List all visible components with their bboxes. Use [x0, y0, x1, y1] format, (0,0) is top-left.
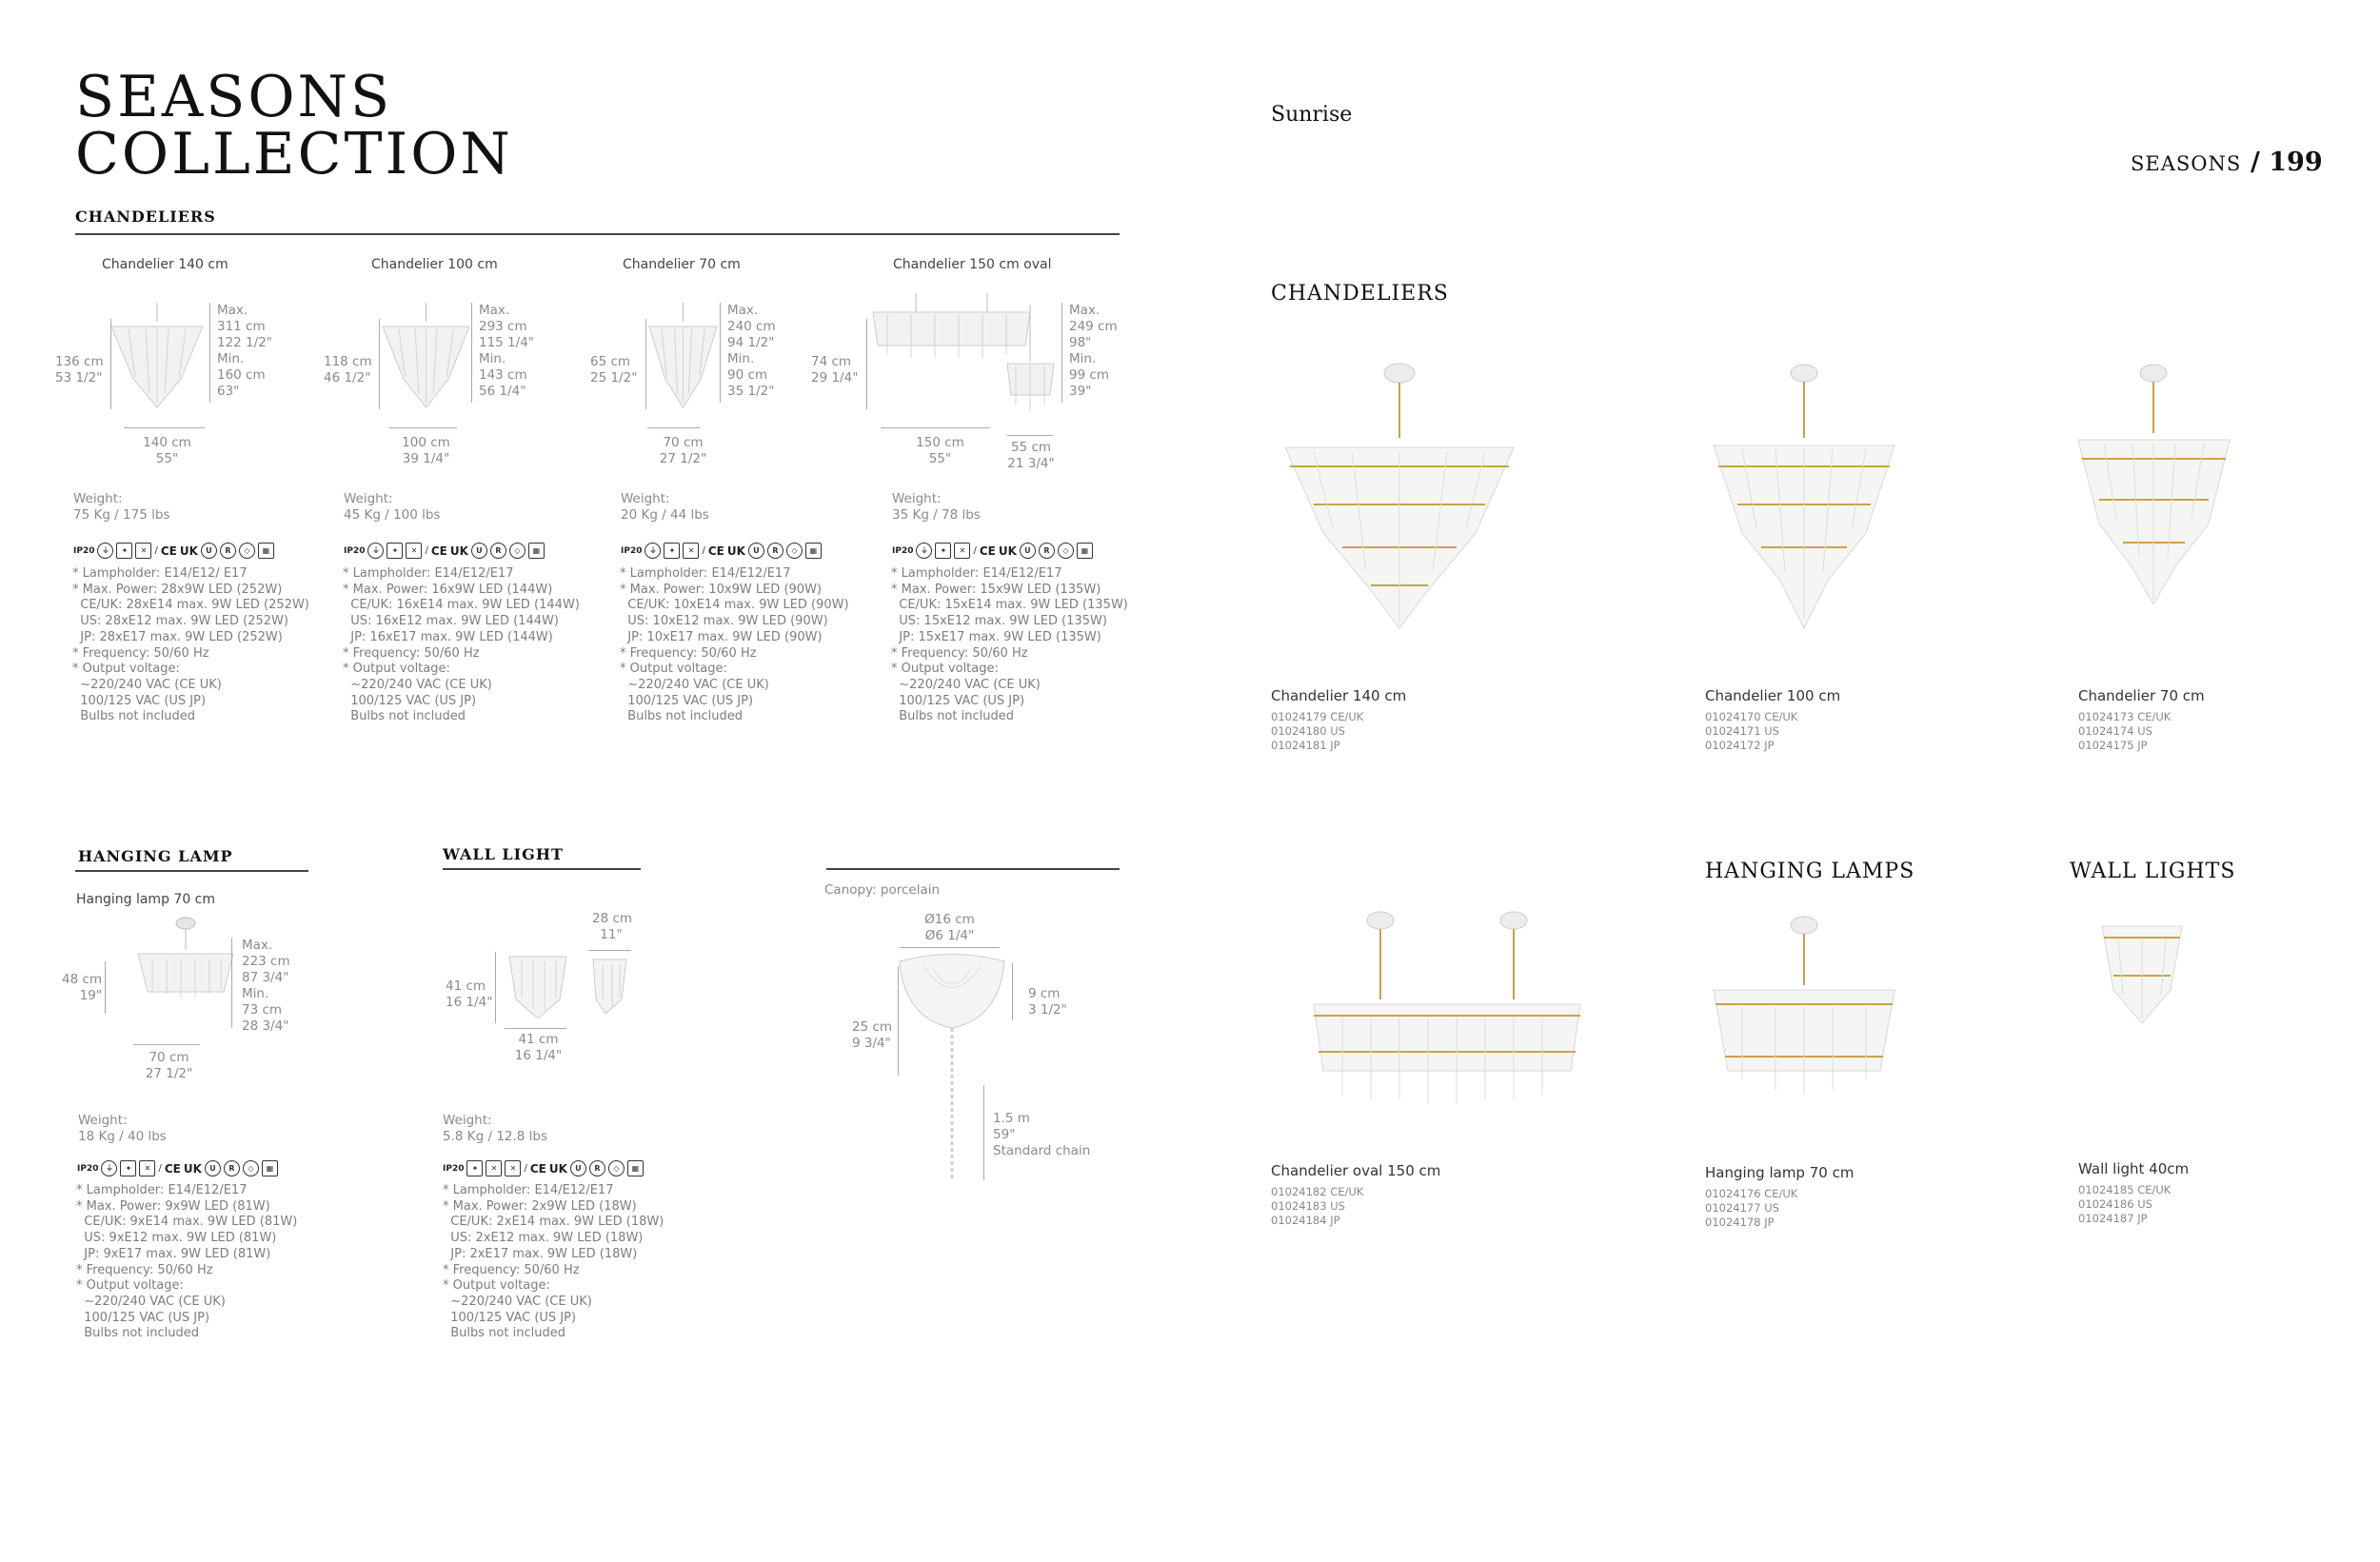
chandelier-drawing	[381, 303, 471, 412]
collection-title	[75, 64, 513, 188]
page-number: / 199	[2251, 148, 2323, 177]
weee-icon: ▦	[805, 543, 822, 559]
rohs-icon: R	[224, 1160, 240, 1176]
product-maxmin: Max. 293 cm 115 1/4" Min. 143 cm 56 1/4"	[479, 303, 534, 399]
ground-icon: ⏚	[916, 543, 932, 559]
wall-light-side-drawing	[588, 957, 631, 1018]
pse-icon: ◇	[786, 543, 803, 559]
chandeliers-heading-right: CHANDELIERS	[1271, 282, 1449, 306]
product-maxmin: Max. 311 cm 122 1/2" Min. 160 cm 63"	[217, 303, 272, 399]
right-product-caption	[1271, 1162, 1440, 1228]
ref-code: 01024175 JP	[2078, 739, 2148, 752]
hanging-name: Hanging lamp 70 cm	[76, 892, 216, 907]
hanging-rule	[75, 870, 308, 872]
right-product-name: Chandelier 140 cm	[1271, 687, 1407, 704]
right-product-name: Chandelier 70 cm	[2078, 687, 2205, 704]
pse-icon: ◇	[1058, 543, 1074, 559]
pse-icon: ◇	[239, 543, 255, 559]
ref-code: 01024172 JP	[1705, 739, 1775, 752]
ref-code: 01024176 CE/UK	[1705, 1187, 1798, 1200]
product-weight: Weight: 75 Kg / 175 lbs	[73, 491, 170, 523]
ref-code: 01024181 JP	[1271, 739, 1340, 752]
weee-icon: ▦	[262, 1160, 278, 1176]
right-product-caption	[1705, 687, 1840, 753]
product-weight: Weight: 35 Kg / 78 lbs	[892, 491, 981, 523]
cert-icons: IP20 ⏚ ✦ ✕ / CE UK U R ◇ ▦	[73, 543, 274, 559]
canopy-height: 25 cm 9 3/4"	[852, 1019, 893, 1051]
ref-code: 01024183 US	[1271, 1199, 1345, 1213]
ref-code: 01024180 US	[1271, 724, 1345, 738]
hanging-maxmin: Max. 223 cm 87 3/4" Min. 73 cm 28 3/4"	[242, 938, 290, 1034]
product-height: 118 cm 46 1/2"	[324, 354, 372, 386]
right-product-caption	[2078, 1160, 2189, 1226]
canopy-drawing	[895, 952, 1009, 1185]
wall-depth: 28 cm 11"	[592, 911, 633, 942]
width-line	[881, 427, 990, 428]
ul-icon: U	[205, 1160, 221, 1176]
height-line	[110, 319, 111, 409]
ref-code: 01024186 US	[2078, 1197, 2152, 1211]
pse-icon: ◇	[243, 1160, 259, 1176]
hanging-lamp-drawing	[114, 914, 257, 1018]
hanging-height-line	[105, 961, 106, 1014]
product-height: 136 cm 53 1/2"	[55, 354, 104, 386]
canopy-diameter: Ø16 cm Ø6 1/4"	[924, 912, 975, 943]
product-maxmin: Max. 240 cm 94 1/2" Min. 90 cm 35 1/2"	[727, 303, 776, 399]
ref-code: 01024170 CE/UK	[1705, 710, 1798, 723]
no-bulb-icon: ✕	[486, 1160, 502, 1176]
chandelier-oval-side-drawing	[1004, 305, 1057, 419]
product-specs: * Lampholder: E14/E12/E17 * Max. Power: 10x9W LED (90W) CE/UK: 10xE14 max. 9W LED (90W) US: 10xE12 max. 9W LED (90W) JP: 10xE17 max. 9W LED (90W) * Frequency: 50/60 Hz * Output voltage: ~220/240 VAC (CE UK) 100/125 VAC (US JP) Bulbs not included	[620, 566, 849, 724]
width-line	[388, 427, 457, 428]
lamp-class-icon: ✦	[120, 1160, 136, 1176]
canopy-depth: 9 cm 3 1/2"	[1028, 986, 1067, 1018]
ref-code: 01024182 CE/UK	[1271, 1185, 1364, 1198]
ref-code: 01024179 CE/UK	[1271, 710, 1364, 723]
chandelier-100-image	[1704, 362, 1904, 638]
right-product-caption	[1705, 1164, 1854, 1230]
chandelier-drawing	[109, 303, 205, 412]
product-weight: Weight: 20 Kg / 44 lbs	[621, 491, 709, 523]
ul-icon: U	[748, 543, 764, 559]
no-bulb-icon: ✕	[406, 543, 422, 559]
product-name: Chandelier 150 cm oval	[893, 257, 1052, 272]
ground-icon: ⏚	[645, 543, 661, 559]
weee-icon: ▦	[528, 543, 545, 559]
ref-code: 01024185 CE/UK	[2078, 1183, 2172, 1196]
hanging-lamp-image	[1704, 914, 1904, 1104]
chandeliers-rule	[75, 233, 1120, 235]
right-product-name: Hanging lamp 70 cm	[1705, 1164, 1854, 1181]
right-product-name: Chandelier oval 150 cm	[1271, 1162, 1441, 1179]
ref-code: 01024184 JP	[1271, 1214, 1340, 1227]
no-bulb-icon: ✕	[954, 543, 970, 559]
width-line	[124, 427, 205, 428]
height-line	[645, 319, 646, 409]
chandelier-drawing	[647, 303, 719, 412]
cert-icons: IP20 ⏚ ✦ ✕ / CE UK U R ◇ ▦	[621, 543, 822, 559]
ul-icon: U	[201, 543, 217, 559]
ul-icon: U	[570, 1160, 586, 1176]
hanging-height: 48 cm 19"	[62, 972, 103, 1003]
canopy-depth-line	[1012, 963, 1013, 1020]
wall-heading-left: WALL LIGHT	[443, 845, 564, 863]
wall-weight: Weight: 5.8 Kg / 12.8 lbs	[443, 1113, 548, 1144]
no-bulb-icon: ✕	[139, 1160, 155, 1176]
ground-icon: ⏚	[101, 1160, 117, 1176]
chain-length: 1.5 m 59" Standard chain	[993, 1111, 1091, 1158]
hanging-cert-icons: IP20 ⏚ ✦ ✕ / CE UK U R ◇ ▦	[77, 1160, 278, 1176]
rohs-icon: R	[490, 543, 506, 559]
wall-heading-right: WALL LIGHTS	[2070, 860, 2236, 883]
product-width: 140 cm 55"	[143, 435, 191, 466]
right-product-name: Wall light 40cm	[2078, 1160, 2190, 1177]
pse-icon: ◇	[608, 1160, 625, 1176]
product-name: Chandelier 70 cm	[623, 257, 741, 272]
ref-code: 01024174 US	[2078, 724, 2152, 738]
ul-icon: U	[471, 543, 487, 559]
lamp-class-icon: ✦	[116, 543, 132, 559]
wall-height-line	[495, 952, 496, 1023]
product-maxmin: Max. 249 cm 98" Min. 99 cm 39"	[1069, 303, 1118, 399]
product-specs: * Lampholder: E14/E12/E17 * Max. Power: 16x9W LED (144W) CE/UK: 16xE14 max. 9W LED (144W) US: 16xE12 max. 9W LED (144W) JP: 16xE17 max. 9W LED (144W) * Frequency: 50/60 Hz * Output voltage: ~220/240 VAC (CE UK) 100/125 VAC (US JP) Bulbs not included	[343, 566, 580, 724]
wall-rule	[443, 868, 641, 870]
weee-icon: ▦	[258, 543, 274, 559]
no-bulb-icon: ✕	[135, 543, 151, 559]
rohs-icon: R	[1039, 543, 1055, 559]
page-brand: SEASONS	[2131, 152, 2242, 175]
product-height: 74 cm 29 1/4"	[811, 354, 859, 386]
right-product-name: Chandelier 100 cm	[1705, 687, 1841, 704]
width-line	[647, 427, 700, 428]
chandelier-70-image	[2071, 362, 2237, 609]
canopy-rule	[826, 868, 1120, 870]
depth-line	[1007, 435, 1053, 436]
ref-code: 01024177 US	[1705, 1201, 1779, 1215]
hanging-heading-left: HANGING LAMP	[78, 847, 233, 865]
canopy-diameter-line	[900, 947, 1000, 948]
right-product-caption	[1271, 687, 1406, 753]
wall-light-image	[2094, 919, 2190, 1028]
cert-icons: IP20 ⏚ ✦ ✕ / CE UK U R ◇ ▦	[892, 543, 1093, 559]
wall-specs: * Lampholder: E14/E12/E17 * Max. Power: 2x9W LED (18W) CE/UK: 2xE14 max. 9W LED (18W) US: 2xE12 max. 9W LED (18W) JP: 2xE17 max. 9W LED (18W) * Frequency: 50/60 Hz * Output voltage: ~220/240 VAC (CE UK) 100/125 VAC (US JP) Bulbs not included	[443, 1183, 664, 1341]
rohs-icon: R	[589, 1160, 605, 1176]
hanging-maxmin-line	[231, 938, 232, 1028]
product-height: 65 cm 25 1/2"	[590, 354, 638, 386]
title-line-2: COLLECTION	[75, 121, 513, 188]
hanging-width: 70 cm 27 1/2"	[145, 1050, 193, 1081]
wall-depth-line	[588, 950, 631, 951]
title-line-1: SEASONS	[75, 64, 393, 130]
rohs-icon: R	[220, 543, 236, 559]
hanging-heading-right: HANGING LAMPS	[1705, 860, 1915, 883]
wall-width: 41 cm 16 1/4"	[514, 1032, 563, 1063]
wall-cert-icons: IP20 ✦ ✕ ✕ / CE UK U R ◇ ▦	[443, 1160, 644, 1176]
right-product-caption	[2078, 687, 2205, 753]
chain-length-line	[983, 1085, 984, 1180]
cert-icons: IP20 ⏚ ✦ ✕ / CE UK U R ◇ ▦	[344, 543, 545, 559]
product-specs: * Lampholder: E14/E12/E17 * Max. Power: 15x9W LED (135W) CE/UK: 15xE14 max. 9W LED (135W) US: 15xE12 max. 9W LED (135W) JP: 15xE17 max. 9W LED (135W) * Frequency: 50/60 Hz * Output voltage: ~220/240 VAC (CE UK) 100/125 VAC (US JP) Bulbs not included	[891, 566, 1128, 724]
product-weight: Weight: 45 Kg / 100 lbs	[344, 491, 441, 523]
chandelier-oval-150-image	[1304, 909, 1590, 1109]
wall-width-line	[505, 1028, 566, 1029]
hanging-weight: Weight: 18 Kg / 40 lbs	[78, 1113, 167, 1144]
ref-code: 01024187 JP	[2078, 1212, 2148, 1225]
collection-subtitle: Sunrise	[1271, 103, 1353, 127]
wall-height: 41 cm 16 1/4"	[446, 979, 493, 1010]
maxmin-line	[1061, 303, 1062, 403]
ref-code: 01024171 US	[1705, 724, 1779, 738]
maxmin-line	[209, 303, 210, 403]
canopy-label: Canopy: porcelain	[824, 882, 941, 898]
canopy-height-line	[898, 966, 899, 1076]
lamp-class-icon: ✦	[466, 1160, 483, 1176]
product-depth: 55 cm 21 3/4"	[1007, 440, 1055, 471]
height-line	[379, 319, 380, 409]
product-width: 150 cm 55"	[916, 435, 964, 466]
no-bulb-icon: ✕	[683, 543, 699, 559]
lamp-class-icon: ✦	[664, 543, 680, 559]
wall-light-front-drawing	[505, 952, 571, 1023]
lamp-class-icon: ✦	[935, 543, 951, 559]
hanging-width-line	[133, 1044, 200, 1045]
weee-icon: ▦	[627, 1160, 644, 1176]
ref-code: 01024178 JP	[1705, 1216, 1775, 1229]
no-bulb-2-icon: ✕	[505, 1160, 521, 1176]
product-width: 70 cm 27 1/2"	[659, 435, 707, 466]
rohs-icon: R	[767, 543, 783, 559]
weee-icon: ▦	[1077, 543, 1093, 559]
ground-icon: ⏚	[97, 543, 113, 559]
product-specs: * Lampholder: E14/E12/ E17 * Max. Power: 28x9W LED (252W) CE/UK: 28xE14 max. 9W LED (252W) US: 28xE12 max. 9W LED (252W) JP: 28xE17 max. 9W LED (252W) * Frequency: 50/60 Hz * Output voltage: ~220/240 VAC (CE UK) 100/125 VAC (US JP) Bulbs not included	[72, 566, 309, 724]
lamp-class-icon: ✦	[387, 543, 403, 559]
product-name: Chandelier 100 cm	[371, 257, 498, 272]
product-name: Chandelier 140 cm	[102, 257, 228, 272]
product-width: 100 cm 39 1/4"	[402, 435, 450, 466]
ground-icon: ⏚	[367, 543, 384, 559]
height-line	[866, 319, 867, 409]
pse-icon: ◇	[509, 543, 526, 559]
maxmin-line	[471, 303, 472, 403]
chandelier-140-image	[1276, 362, 1523, 638]
hanging-specs: * Lampholder: E14/E12/E17 * Max. Power: 9x9W LED (81W) CE/UK: 9xE14 max. 9W LED (81W) US: 9xE12 max. 9W LED (81W) JP: 9xE17 max. 9W LED (81W) * Frequency: 50/60 Hz * Output voltage: ~220/240 VAC (CE UK) 100/125 VAC (US JP) Bulbs not included	[76, 1183, 298, 1341]
ref-code: 01024173 CE/UK	[2078, 710, 2172, 723]
chandeliers-heading-left: CHANDELIERS	[75, 208, 216, 226]
maxmin-line	[720, 303, 721, 403]
ul-icon: U	[1020, 543, 1036, 559]
